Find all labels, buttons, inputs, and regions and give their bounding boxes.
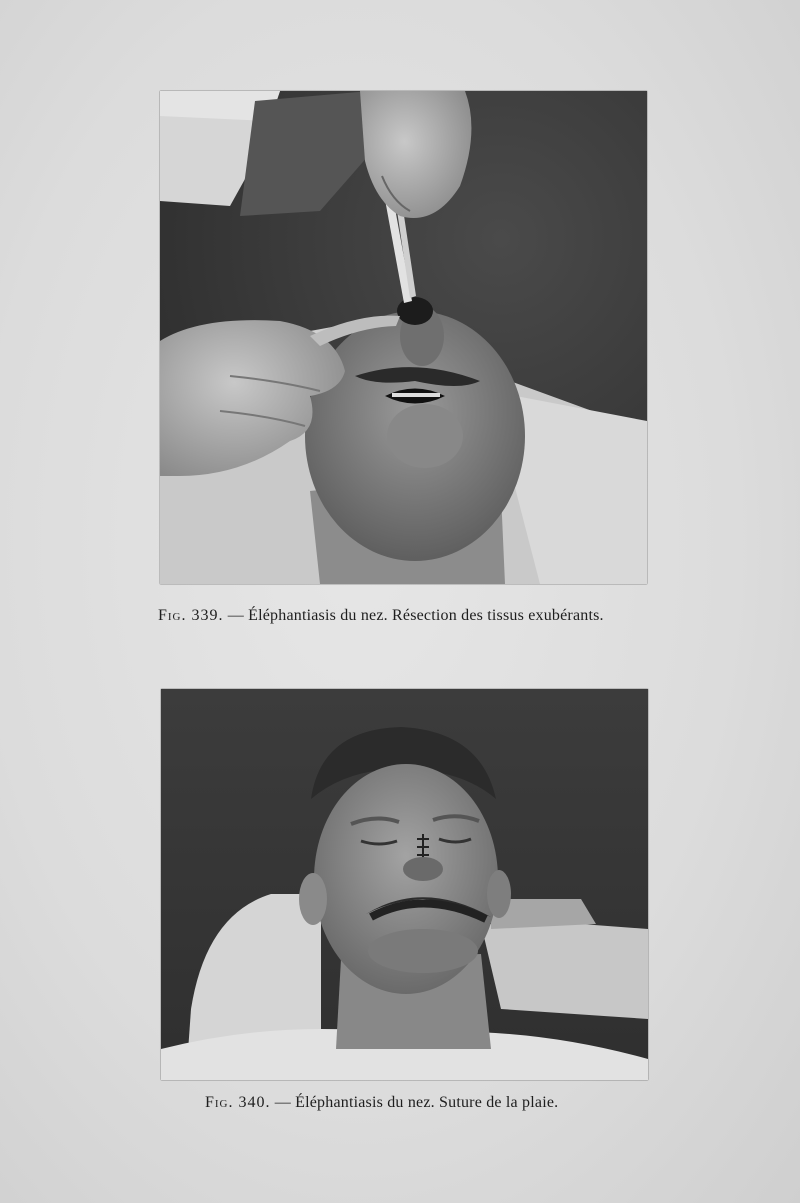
figure-339-photograph [160,91,647,584]
figure-340-text: — Éléphantiasis du nez. Suture de la plaie. [274,1094,559,1111]
figure-339-image [160,91,647,584]
figure-340-photograph [161,689,648,1080]
figure-339-text: — Éléphantiasis du nez. Résection des tissus exubérants. [227,607,604,624]
figure-339-number: Fig. 339. [158,607,224,624]
figure-339-caption [158,607,604,625]
figure-340-caption [205,1094,558,1112]
figure-340-number: Fig. 340. [205,1094,271,1111]
figure-340-image [161,689,648,1080]
